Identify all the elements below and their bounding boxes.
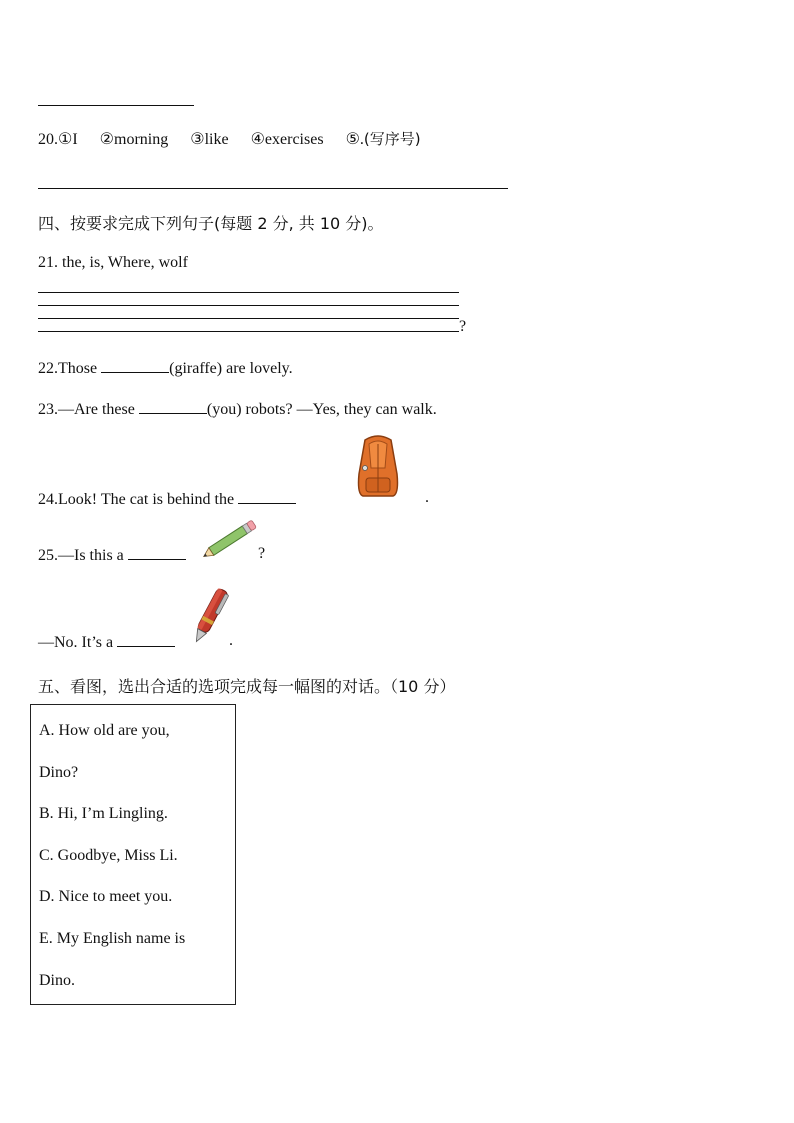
- instruction-note: (写序号): [363, 130, 421, 148]
- answer-line: [38, 188, 508, 189]
- question-number: 20.: [38, 131, 58, 148]
- options-box: [30, 704, 236, 1005]
- option-4: ④exercises: [250, 131, 324, 148]
- option-3: ③like: [190, 131, 229, 148]
- option-line: B. Hi, I’m Lingling.: [39, 805, 168, 822]
- question-text: 24.Look! The cat is behind the: [38, 491, 235, 508]
- option-line: Dino?: [39, 764, 79, 781]
- option-line: E. My English name is: [39, 930, 186, 947]
- sentence-end: .: [425, 489, 429, 506]
- question-mark: ?: [258, 545, 266, 562]
- question-text: (giraffe) are lovely.: [169, 360, 293, 377]
- writing-line: [38, 305, 459, 306]
- answer-blank[interactable]: [139, 399, 207, 414]
- answer-blank[interactable]: [117, 632, 175, 647]
- option-line: Dino.: [39, 972, 75, 989]
- schoolbag-icon: [355, 434, 401, 500]
- pencil-icon: [198, 518, 262, 562]
- question-25: [38, 545, 186, 565]
- answer-blank[interactable]: [128, 545, 186, 560]
- question-25-reply: [38, 632, 175, 652]
- question-text: 23.—Are these: [38, 401, 135, 418]
- writing-line: [38, 318, 459, 319]
- section-5-heading: 五、看图，选出合适的选项完成每一幅图的对话。（10 分）: [38, 677, 456, 696]
- question-22: [38, 358, 293, 378]
- option-line: A. How old are you,: [39, 722, 170, 739]
- option-5: ⑤.: [345, 131, 364, 148]
- writing-line: [38, 292, 459, 293]
- option-line: D. Nice to meet you.: [39, 888, 173, 905]
- question-23: [38, 399, 437, 419]
- reply-text: —No. It’s a: [38, 634, 114, 651]
- option-line: C. Goodbye, Miss Li.: [39, 847, 178, 864]
- question-text: 22.Those: [38, 360, 98, 377]
- option-1: ①I: [58, 131, 78, 148]
- answer-blank[interactable]: [101, 358, 169, 373]
- pen-icon: [188, 583, 232, 649]
- question-24: [38, 489, 296, 509]
- question-text: 25.—Is this a: [38, 547, 124, 564]
- answer-blank[interactable]: [238, 489, 296, 504]
- sentence-end: .: [229, 632, 233, 649]
- question-text: (you) robots? —Yes, they can walk.: [206, 401, 437, 418]
- answer-line: [38, 105, 194, 106]
- question-21: 21. the, is, Where, wolf: [38, 254, 188, 271]
- question-mark: ?: [459, 318, 467, 335]
- writing-line: [38, 331, 459, 332]
- section-4-heading: 四、按要求完成下列句子(每题 2 分, 共 10 分)。: [38, 214, 384, 233]
- question-20: [38, 128, 421, 149]
- option-2: ②morning: [99, 131, 169, 148]
